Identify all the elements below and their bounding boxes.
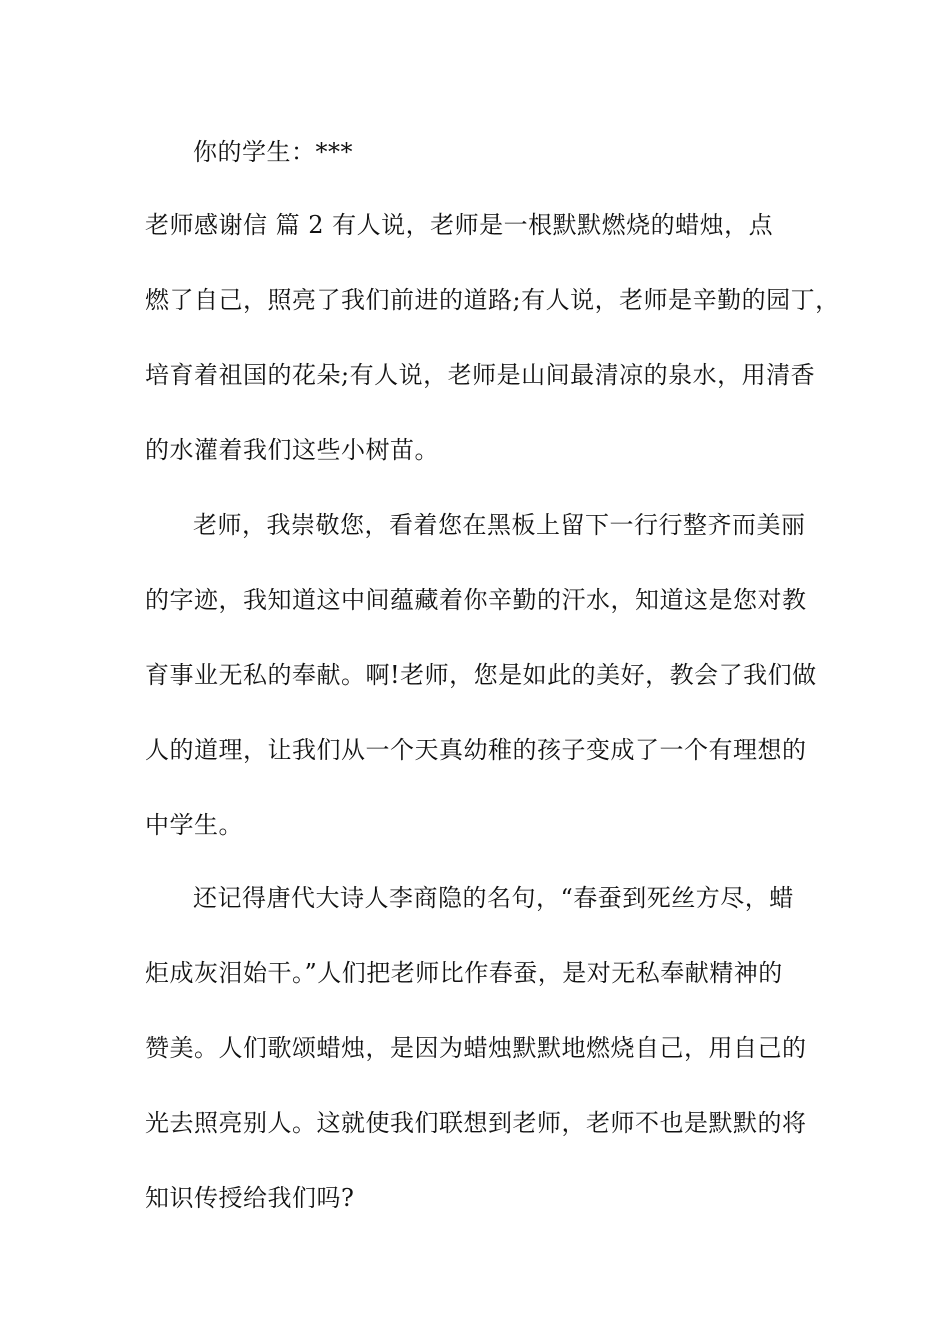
signature-line: 你的学生：***: [193, 138, 353, 166]
paragraph-line: 老师感谢信 篇 2 有人说，老师是一根默默燃烧的蜡烛，点: [145, 211, 774, 239]
paragraph-line: 还记得唐代大诗人李商隐的名句，“春蚕到死丝方尽，蜡: [193, 884, 794, 912]
paragraph-line: 光去照亮别人。这就使我们联想到老师，老师不也是默默的将: [145, 1109, 807, 1137]
paragraph-line: 的字迹，我知道这中间蕴藏着你辛勤的汗水，知道这是您对教: [145, 586, 807, 614]
paragraph-line: 育事业无私的奉献。啊!老师，您是如此的美好，教会了我们做: [145, 661, 817, 689]
paragraph-line: 知识传授给我们吗?: [145, 1184, 355, 1212]
paragraph-line: 老师，我崇敬您，看着您在黑板上留下一行行整齐而美丽: [193, 511, 806, 539]
paragraph-line: 培育着祖国的花朵;有人说，老师是山间最清凉的泉水，用清香: [145, 361, 816, 389]
paragraph-line: 中学生。: [145, 811, 243, 839]
paragraph-line: 人的道理，让我们从一个天真幼稚的孩子变成了一个有理想的: [145, 736, 807, 764]
paragraph-line: 燃了自己，照亮了我们前进的道路;有人说，老师是辛勤的园丁，: [145, 286, 840, 314]
paragraph-line: 的水灌着我们这些小树苗。: [145, 436, 439, 464]
paragraph-line: 炬成灰泪始干。”人们把老师比作春蚕，是对无私奉献精神的: [145, 959, 783, 987]
paragraph-line: 赞美。人们歌颂蜡烛，是因为蜡烛默默地燃烧自己，用自己的: [145, 1034, 807, 1062]
